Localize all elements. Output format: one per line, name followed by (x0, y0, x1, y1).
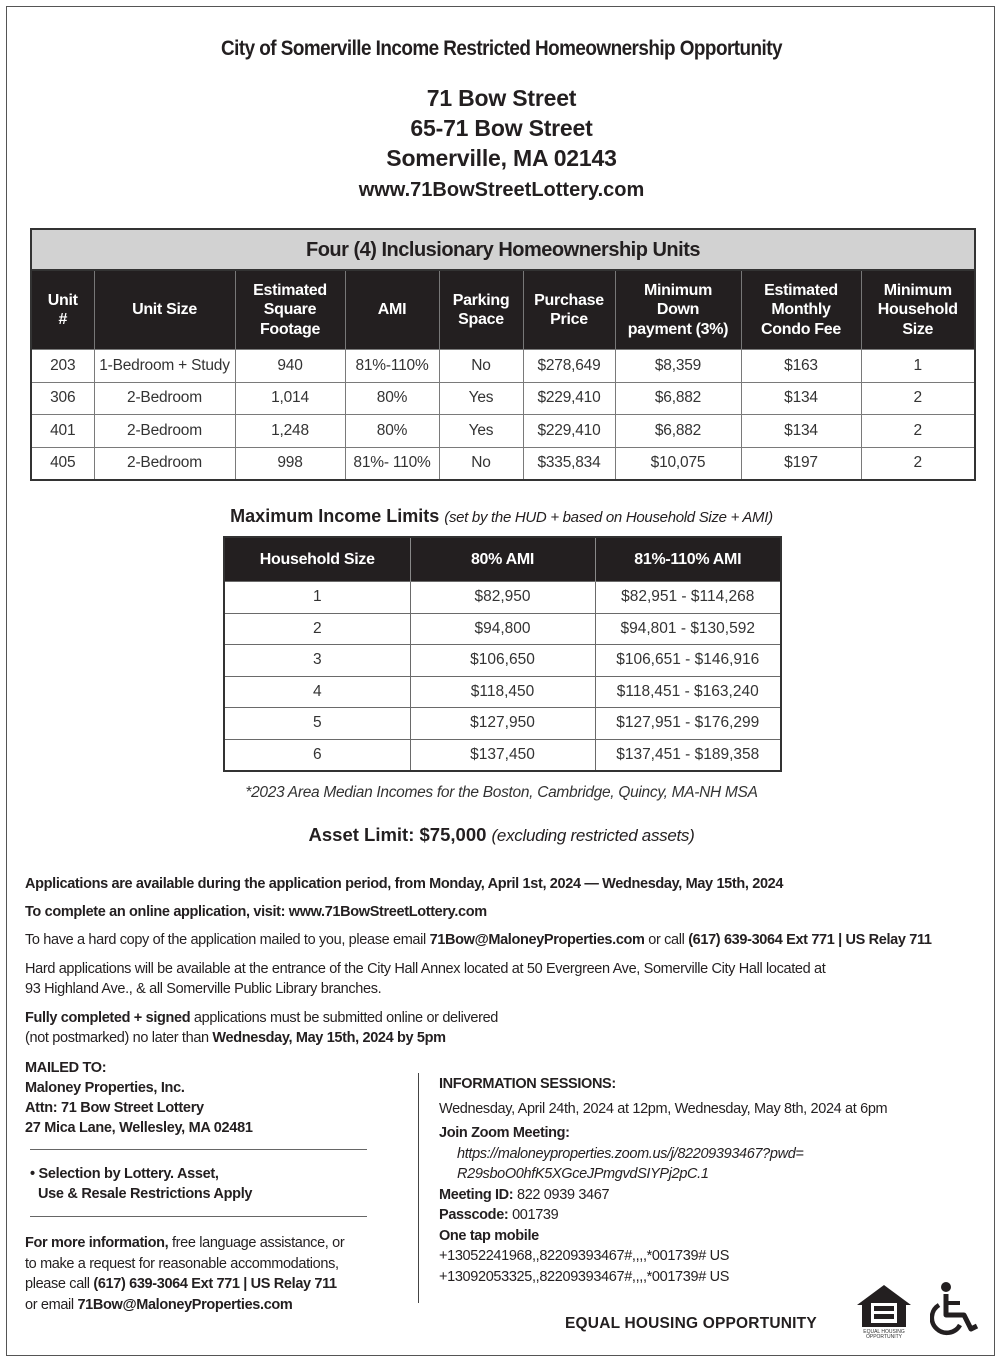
divider (30, 1216, 367, 1217)
asset-limit-label: Asset Limit: $75,000 (308, 824, 487, 845)
unit-cell: $8,359 (615, 350, 741, 383)
income-cell: $106,650 (410, 645, 595, 677)
unit-row (32, 382, 974, 415)
unit-cell: 1,248 (235, 415, 345, 448)
lottery-note-line-1: Selection by Lottery. Asset, (38, 1166, 219, 1182)
units-column-header-line: Household (877, 301, 958, 319)
equal-housing-caption-2: OPPORTUNITY (865, 1334, 903, 1340)
units-column-header-line: Estimated (253, 281, 327, 299)
units-column-header (94, 271, 235, 350)
zoom-join-label: Join Zoom Meeting: (439, 1125, 570, 1141)
passcode-label: Passcode: (439, 1207, 509, 1223)
income-cell: $82,950 (410, 582, 595, 614)
submission-deadline (25, 1008, 995, 1048)
unit-row (32, 447, 974, 479)
unit-cell: 1-Bedroom + Study (94, 350, 235, 383)
column-divider (418, 1073, 419, 1303)
more-info-phone: (617) 639-3064 Ext 771 | US Relay 711 (93, 1276, 337, 1292)
mailing-line-2: Attn: 71 Bow Street Lottery (25, 1100, 204, 1116)
lottery-note (30, 1164, 252, 1204)
units-column-header-line: Space (458, 311, 504, 328)
unit-cell: $278,649 (523, 350, 615, 383)
unit-cell: $163 (741, 350, 861, 383)
hard-copy-phone: (617) 639-3064 Ext 771 | US Relay 711 (688, 932, 932, 948)
unit-cell: 2-Bedroom (94, 447, 235, 479)
income-cell: 2 (225, 613, 410, 645)
income-row (225, 739, 780, 770)
unit-cell: $335,834 (523, 447, 615, 479)
hard-copy-text (25, 930, 995, 950)
income-limits-title (0, 506, 1003, 527)
units-column-header-line: AMI (377, 301, 407, 319)
units-column-header-line: Down (656, 301, 700, 319)
unit-cell: 81%- 110% (345, 447, 439, 479)
more-info-text-1: free language assistance, or (168, 1235, 345, 1251)
units-column-header (861, 271, 974, 350)
unit-cell: 1 (861, 350, 974, 383)
address-line-2: 65-71 Bow Street (410, 115, 593, 141)
unit-cell: 998 (235, 447, 345, 479)
units-table (30, 228, 976, 481)
asset-limit-note: (excluding restricted assets) (491, 826, 695, 845)
unit-cell: 80% (345, 382, 439, 415)
more-info-text-2: to make a request for reasonable accommodations, (25, 1255, 339, 1272)
meeting-id-label: Meeting ID: (439, 1186, 514, 1203)
units-grid (32, 271, 974, 479)
income-row (225, 613, 780, 645)
pickup-locations-line-2: 93 Highland Ave., & all Somerville Public Library branches. (25, 981, 382, 997)
income-cell: 5 (225, 708, 410, 740)
income-column-header: 81%-110% AMI (595, 538, 780, 582)
application-period: Applications are available during the application period, from Monday, April 1st, 2024 — Wednesday, May 15th, 2024 (25, 876, 784, 892)
income-cell: $127,950 (410, 708, 595, 740)
unit-row (32, 415, 974, 448)
deadline-bold-lead: Fully completed + signed (25, 1010, 191, 1026)
income-column-header: Household Size (225, 538, 410, 582)
unit-cell: 81%-110% (345, 350, 439, 383)
units-column-header-line: Minimum (883, 281, 952, 299)
income-limits-heading: Maximum Income Limits (230, 506, 440, 526)
unit-cell: Yes (439, 415, 523, 448)
unit-cell: $229,410 (523, 382, 615, 415)
units-column-header-line: # (58, 311, 68, 328)
one-tap-label: One tap mobile (439, 1227, 539, 1244)
units-table-caption: Four (4) Inclusionary Homeownership Units (32, 230, 974, 271)
more-info (25, 1233, 405, 1315)
hard-copy-email[interactable]: 71Bow@MaloneyProperties.com (429, 932, 645, 948)
mailing-line-1: Maloney Properties, Inc. (25, 1080, 185, 1096)
website-link[interactable]: www.71BowStreetLottery.com (358, 179, 645, 201)
income-cell: 3 (225, 645, 410, 677)
income-cell: $118,451 - $163,240 (595, 676, 780, 708)
unit-cell: Yes (439, 382, 523, 415)
units-column-header-line: Footage (259, 320, 321, 338)
units-column-header-line: Parking (452, 291, 510, 309)
unit-cell: No (439, 447, 523, 479)
unit-cell: 2-Bedroom (94, 382, 235, 415)
online-application-text[interactable]: To complete an online application, visit: www.71BowStreetLottery.com (25, 904, 487, 920)
units-column-header-line: Unit Size (132, 301, 197, 319)
units-column-header-line: Minimum (643, 281, 713, 299)
income-cell: $137,450 (410, 739, 595, 770)
equal-housing-caption-1: EQUAL HOUSING (863, 1329, 905, 1335)
income-cell: $94,801 - $130,592 (595, 613, 780, 645)
lottery-note-line-2: Use & Resale Restrictions Apply (38, 1186, 253, 1202)
zoom-url-line-1[interactable]: https://maloneyproperties.zoom.us/j/82209393467?pwd= (457, 1145, 804, 1162)
hard-copy-prefix: To have a hard copy of the application mailed to you, please email (25, 932, 430, 948)
units-column-header-line: Square (263, 301, 317, 319)
unit-cell: 306 (32, 382, 94, 415)
units-column-header (741, 271, 861, 350)
income-row (225, 645, 780, 677)
more-info-text-3: please call (25, 1276, 94, 1292)
units-column-header-line: Condo Fee (761, 320, 841, 338)
income-cell: $106,651 - $146,916 (595, 645, 780, 677)
equal-housing-text: EQUAL HOUSING OPPORTUNITY (565, 1315, 817, 1332)
units-column-header (345, 271, 439, 350)
units-column-header (235, 271, 345, 350)
income-header-row (225, 538, 780, 582)
income-column-header: 80% AMI (410, 538, 595, 582)
income-cell: 1 (225, 582, 410, 614)
unit-row (32, 350, 974, 383)
unit-cell: 203 (32, 350, 94, 383)
unit-cell: No (439, 350, 523, 383)
income-cell: 4 (225, 676, 410, 708)
unit-cell: 940 (235, 350, 345, 383)
units-column-header (615, 271, 741, 350)
income-grid (225, 538, 780, 770)
sessions-title: INFORMATION SESSIONS: (439, 1076, 616, 1092)
mailing-line-3: 27 Mica Lane, Wellesley, MA 02481 (25, 1120, 253, 1136)
units-column-header-line: payment (3%) (627, 320, 729, 338)
pickup-locations (25, 959, 995, 999)
unit-cell: 2-Bedroom (94, 415, 235, 448)
unit-cell: 405 (32, 447, 94, 479)
ami-footnote: *2023 Area Median Incomes for the Boston, Cambridge, Quincy, MA-NH MSA (245, 784, 758, 801)
one-tap-number-1[interactable]: +13052241968,,82209393467#,,,,*001739# US (439, 1248, 730, 1264)
income-limits-table (223, 536, 782, 772)
page-headline: City of Somerville Income Restricted Homeownership Opportunity (221, 37, 782, 60)
passcode: 001739 (508, 1207, 559, 1223)
more-info-email[interactable]: 71Bow@MaloneyProperties.com (77, 1296, 293, 1313)
unit-cell: $229,410 (523, 415, 615, 448)
unit-cell: 1,014 (235, 382, 345, 415)
information-sessions (439, 1074, 887, 1287)
units-column-header-line: Size (902, 320, 934, 338)
deadline-date: Wednesday, May 15th, 2024 by 5pm (212, 1030, 446, 1046)
unit-cell: $6,882 (615, 382, 741, 415)
unit-cell: 401 (32, 415, 94, 448)
units-column-header-line: Purchase (534, 291, 604, 309)
unit-cell: $6,882 (615, 415, 741, 448)
meeting-id: 822 0939 3467 (513, 1186, 610, 1203)
unit-cell: $134 (741, 382, 861, 415)
income-row (225, 708, 780, 740)
units-column-header-line: Unit (47, 291, 78, 309)
income-cell: $127,951 - $176,299 (595, 708, 780, 740)
asset-limit (0, 824, 1003, 846)
income-limits-note: (set by the HUD + based on Household Size + AMI) (444, 509, 773, 526)
unit-cell: 80% (345, 415, 439, 448)
pickup-locations-line-1: Hard applications will be available at the entrance of the City Hall Annex located at 50 Evergreen Ave, Somerville City Hall located at (25, 961, 826, 977)
income-cell: $118,450 (410, 676, 595, 708)
income-cell: $94,800 (410, 613, 595, 645)
divider (30, 1149, 367, 1150)
deadline-text-1: applications must be submitted online or delivered (190, 1010, 499, 1026)
income-cell: $82,951 - $114,268 (595, 582, 780, 614)
income-row (225, 582, 780, 614)
unit-cell: $10,075 (615, 447, 741, 479)
more-info-lead: For more information, (25, 1235, 169, 1251)
deadline-text-2: (not postmarked) no later than (25, 1030, 213, 1046)
address-line-3: Somerville, MA 02143 (386, 145, 617, 171)
mailing-label: MAILED TO: (25, 1060, 107, 1076)
income-cell: $137,451 - $189,358 (595, 739, 780, 770)
units-column-header (439, 271, 523, 350)
units-column-header (523, 271, 615, 350)
equal-housing-icon (855, 1283, 913, 1341)
more-info-text-4: or email (25, 1296, 78, 1313)
units-header-row (32, 271, 974, 350)
unit-cell: $134 (741, 415, 861, 448)
unit-cell: 2 (861, 415, 974, 448)
units-column-header-line: Estimated (764, 281, 838, 299)
income-row (225, 676, 780, 708)
sessions-dates: Wednesday, April 24th, 2024 at 12pm, Wednesday, May 8th, 2024 at 6pm (439, 1100, 888, 1117)
zoom-url-line-2[interactable]: R29sboO0hfK5XGceJPmgvdSIYPj2pC.1 (457, 1166, 709, 1182)
unit-cell: 2 (861, 382, 974, 415)
units-column-header (32, 271, 94, 350)
address-line-1: 71 Bow Street (426, 85, 577, 111)
one-tap-number-2[interactable]: +13092053325,,82209393467#,,,,*001739# US (439, 1268, 730, 1285)
wheelchair-accessible-icon (930, 1281, 982, 1339)
income-cell: 6 (225, 739, 410, 770)
unit-cell: $197 (741, 447, 861, 479)
bullet-icon: • (30, 1166, 35, 1182)
hard-copy-mid: or call (644, 932, 689, 948)
mailing-address (25, 1058, 253, 1138)
units-column-header-line: Price (550, 311, 588, 328)
unit-cell: 2 (861, 447, 974, 479)
units-column-header-line: Monthly (771, 301, 831, 319)
